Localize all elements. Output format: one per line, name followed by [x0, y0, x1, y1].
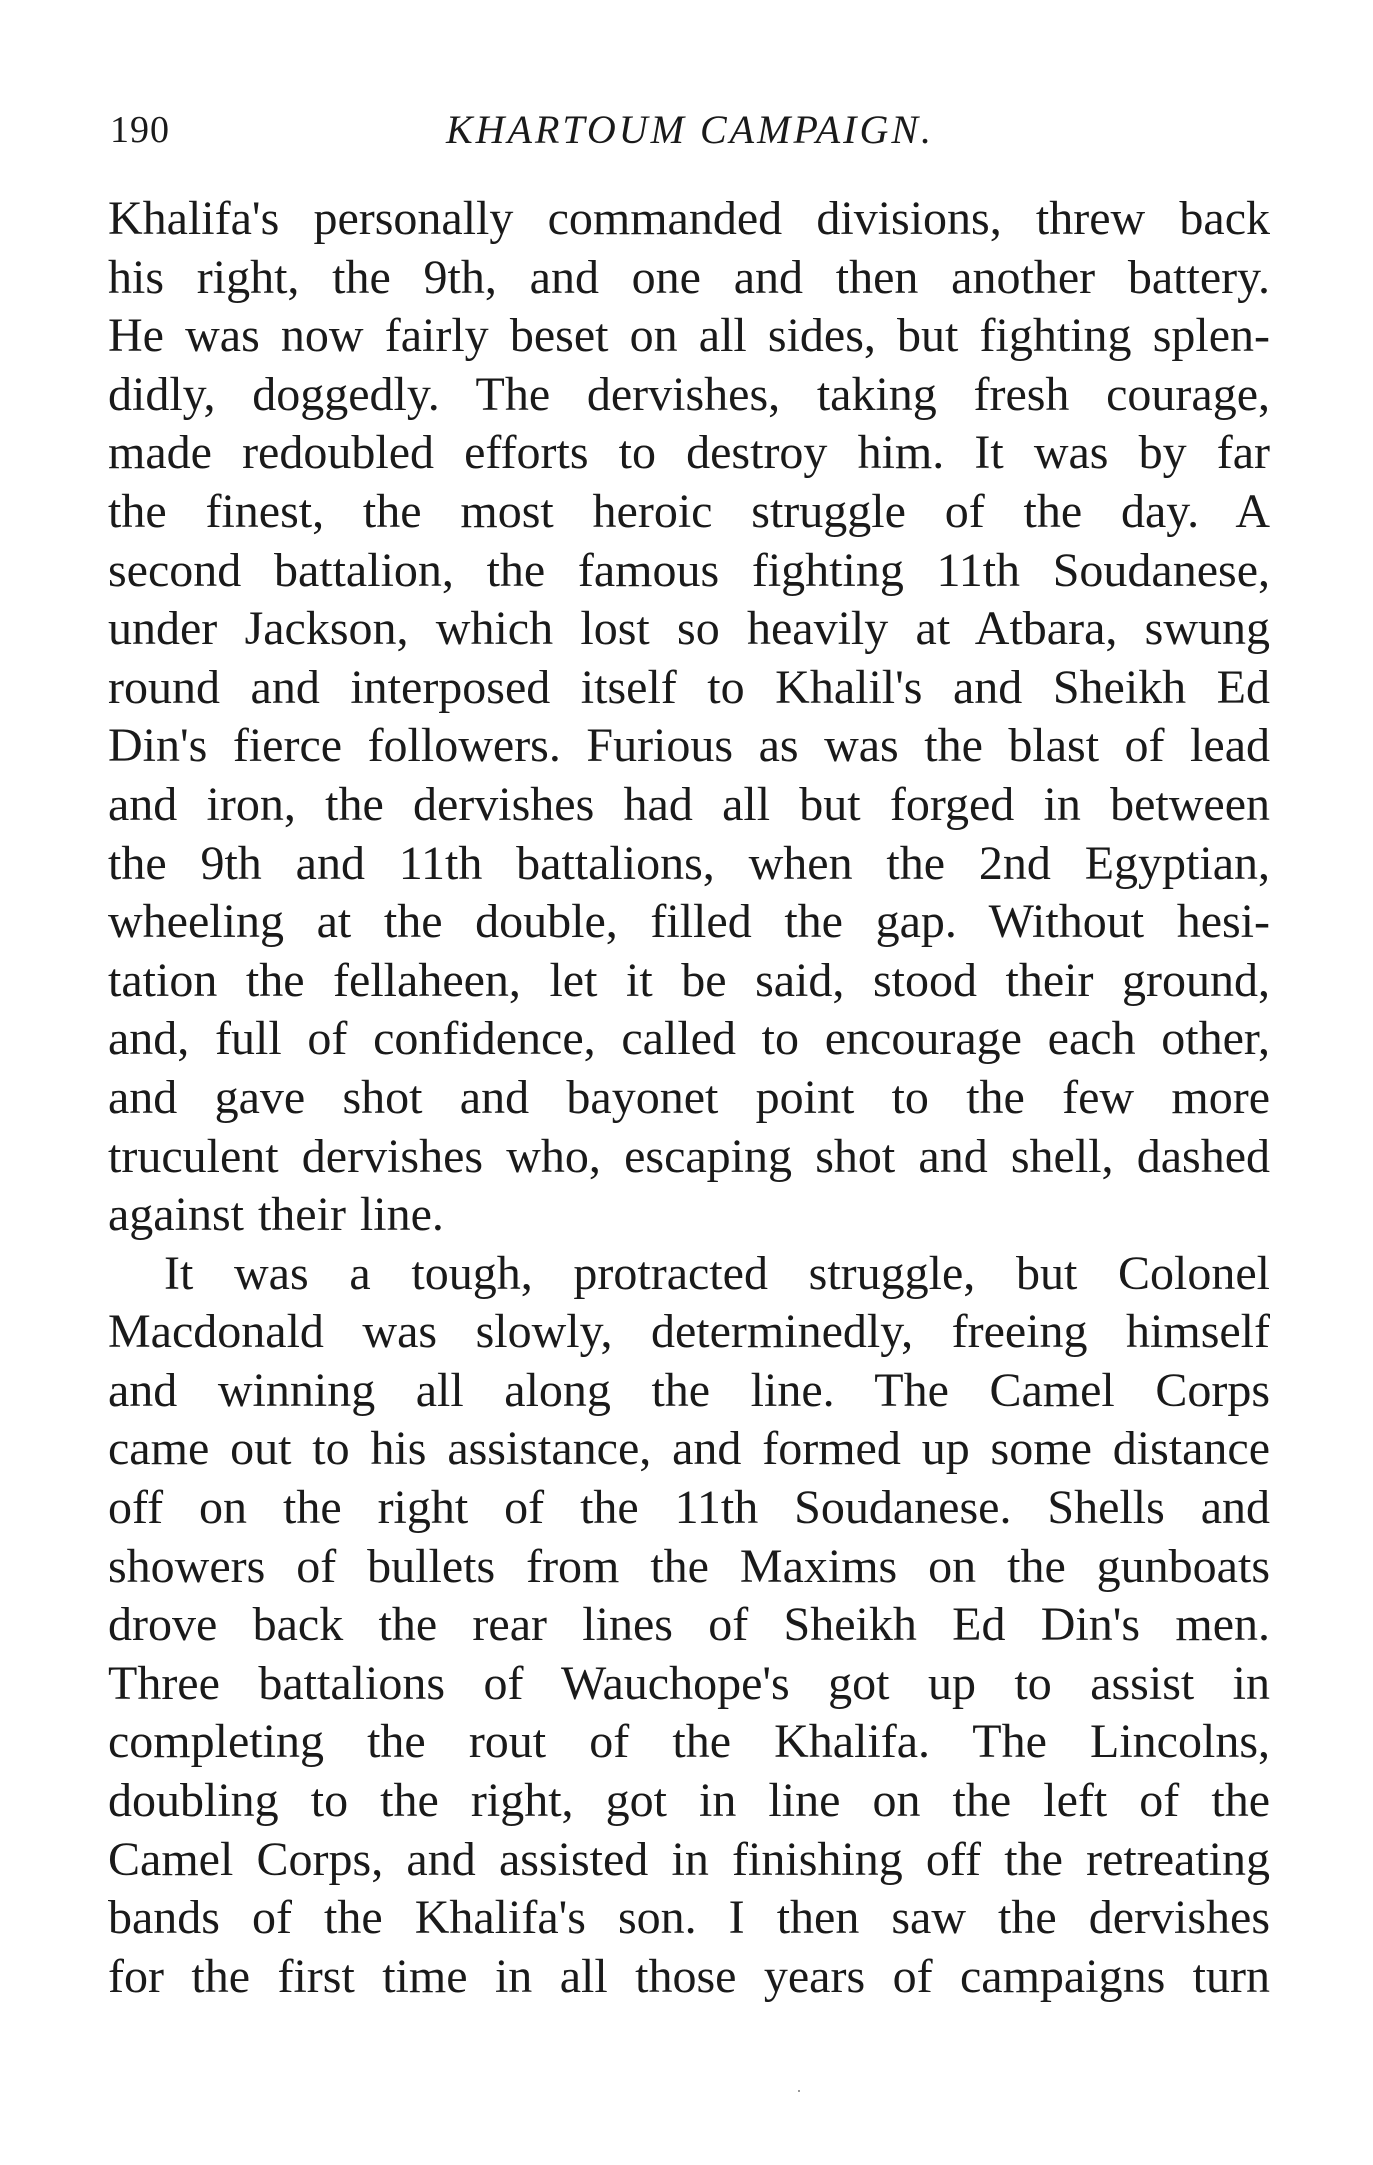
text-line: and winning all along the line. The Camel Corps [108, 1363, 1270, 1417]
text-line: Three battalions of Wauchope's got up to assist in [108, 1656, 1270, 1710]
text-line: didly, doggedly. The dervishes, taking fresh courage, [108, 367, 1270, 421]
text-line: second battalion, the famous fighting 11th Soudanese, [108, 543, 1270, 597]
paragraph-1 [108, 190, 1270, 1245]
text-line: truculent dervishes who, escaping shot and shell, dashed [108, 1129, 1270, 1183]
text-line: bands of the Khalifa's son. I then saw the dervishes [108, 1891, 1270, 1945]
text-line: round and interposed itself to Khalil's and Sheikh Ed [108, 660, 1270, 714]
text-line: came out to his assistance, and formed up some distance [108, 1422, 1270, 1476]
paper-speck [798, 2090, 800, 2092]
text-line: and iron, the dervishes had all but forged in between [108, 777, 1270, 831]
text-line: showers of bullets from the Maxims on the gunboats [108, 1539, 1270, 1593]
text-line: Khalifa's personally commanded divisions, threw back [108, 192, 1270, 245]
text-line: and gave shot and bayonet point to the few more [108, 1070, 1270, 1124]
text-line: He was now fairly beset on all sides, but fighting splen- [108, 309, 1270, 363]
text-line: off on the right of the 11th Soudanese. Shells and [108, 1481, 1270, 1535]
paragraph-2 [108, 1245, 1270, 2007]
text-line: for the first time in all those years of campaigns turn [108, 1949, 1270, 2003]
text-line: and, full of confidence, called to encourage each other, [108, 1012, 1270, 1066]
text-line: doubling to the right, got in line on the left of the [108, 1774, 1270, 1828]
text-line: Macdonald was slowly, determinedly, freeing himself [108, 1305, 1270, 1359]
text-line: his right, the 9th, and one and then another battery. [108, 250, 1270, 304]
text-line: the finest, the most heroic struggle of the day. A [108, 484, 1270, 538]
text-line: tation the fellaheen, let it be said, stood their ground, [108, 953, 1270, 1007]
text-line: wheeling at the double, filled the gap. Without hesi- [108, 895, 1270, 949]
text-line: It was a tough, protracted struggle, but Colonel [164, 1246, 1270, 1300]
body-text [108, 190, 1270, 2006]
text-line: against their line. [108, 1188, 444, 1242]
text-line: completing the rout of the Khalifa. The Lincolns, [108, 1715, 1270, 1769]
text-line: the 9th and 11th battalions, when the 2nd Egyptian, [108, 836, 1270, 890]
page-number: 190 [110, 109, 170, 151]
running-title: KHARTOUM CAMPAIGN. [445, 107, 935, 152]
text-line: Din's fierce followers. Furious as was the blast of lead [108, 719, 1270, 773]
text-line: Camel Corps, and assisted in finishing off the retreating [108, 1832, 1270, 1886]
text-line: drove back the rear lines of Sheikh Ed Din's men. [108, 1598, 1270, 1652]
running-head [110, 100, 1270, 160]
text-line: under Jackson, which lost so heavily at Atbara, swung [108, 602, 1270, 656]
text-line: made redoubled efforts to destroy him. It was by far [108, 426, 1270, 480]
